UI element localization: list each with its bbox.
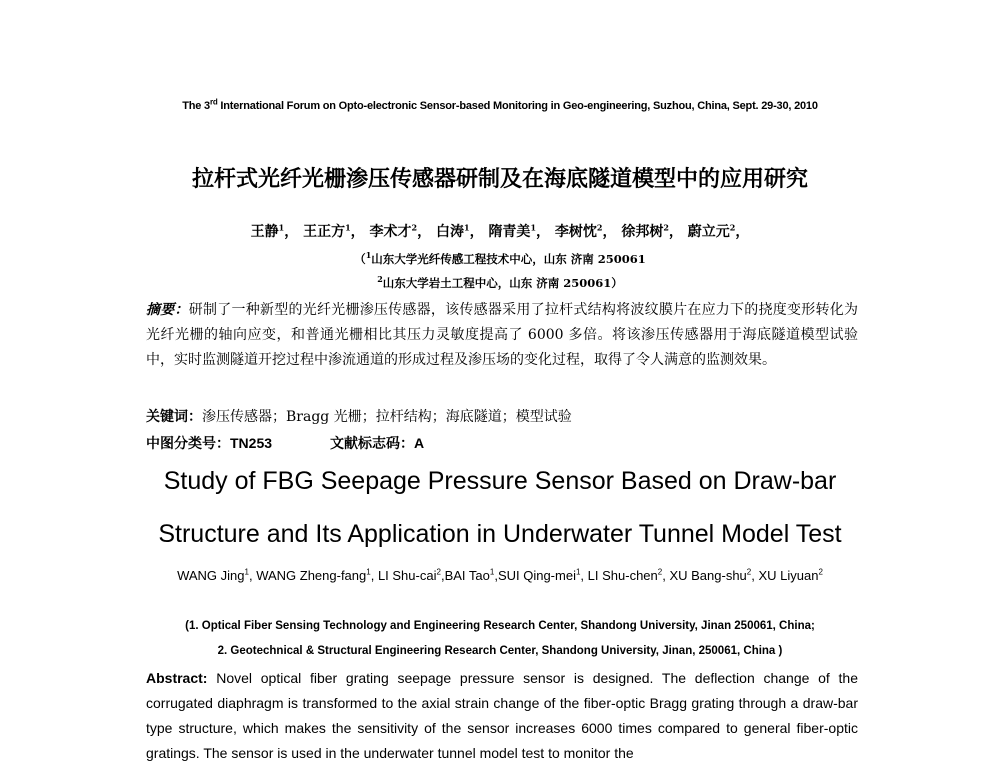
chinese-affiliation-1: （$^1$山东大学光纤传感工程技术中心，山东 济南 250061 xyxy=(354,250,646,266)
chinese-keywords: 关键词：渗压传感器；Bragg 光栅；拉杆结构；海底隧道；模型试验 xyxy=(146,409,572,425)
chinese-title: 拉杆式光纤光栅渗压传感器研制及在海底隧道模型中的应用研究 xyxy=(191,166,808,192)
chinese-authors: 王静$^1$， 王正方$^1$， 李术才$^2$， 白涛$^1$， 隋青美$^1$， 李树忱$^2$， 徐邦树$^2$， 蔚立元$^2$， xyxy=(250,222,750,240)
english-affiliation-1: (1. Optical Fiber Sensing Technology and Engineering Research Center, Shandong University, Jinan 250061, China; xyxy=(185,620,815,632)
english-title-line-2: Structure and Its Application in Underwater Tunnel Model Test xyxy=(158,520,842,548)
chinese-abstract xyxy=(146,298,858,373)
chinese-classification: 中图分类号：TN253 文献标志码：A xyxy=(146,435,425,452)
english-authors: WANG Jing$^1$, WANG Zheng-fang$^1$, LI Shu-cai$^2$,BAI Tao$^1$,SUI Qing-mei$^1$, LI Shu-chen$^2$, XU Bang-shu$^2$, XU Liyuan$^2$ xyxy=(177,567,823,583)
english-abstract-text: Novel optical fiber grating seepage pressure sensor is designed. The deflection change of the corrugated diaphragm is transformed to the axial strain change of the fiber-optic Bragg grating through a draw-bar type structure, which makes the sensitivity of the sensor increases 6000 times compared to general fiber-optic gratings. The sensor is used in the underwater tunnel model test to monitor the xyxy=(146,670,859,761)
english-abstract-label: Abstract: xyxy=(146,670,208,686)
conference-header: The 3rd International Forum on Opto-electronic Sensor-based Monitoring in Geo-engineering, Suzhou, China, Sept. 29-30, 2010 xyxy=(182,97,818,112)
chinese-affiliation-2: $^2$山东大学岩土工程中心，山东 济南 250061） xyxy=(377,274,623,290)
english-title-line-1: Study of FBG Seepage Pressure Sensor Based on Draw-bar xyxy=(163,467,837,495)
chinese-abstract-label: 摘要： xyxy=(146,302,189,318)
english-abstract xyxy=(146,666,858,766)
chinese-abstract-text: 研制了一种新型的光纤光栅渗压传感器，该传感器采用了拉杆式结构将波纹膜片在应力下的挠度变形转化为光纤光栅的轴向应变，和普通光栅相比其压力灵敏度提高了 6000 多倍。将该渗压传感器用于海底隧道模型试验中，实时监测隧道开挖过程中渗流通道的形成过程及渗压场的变化过程，取得了令人满意的监测效果。 xyxy=(146,302,859,368)
english-affiliation-2: 2. Geotechnical & Structural Engineering Research Center, Shandong University, Jinan, 250061, China ) xyxy=(217,645,783,657)
